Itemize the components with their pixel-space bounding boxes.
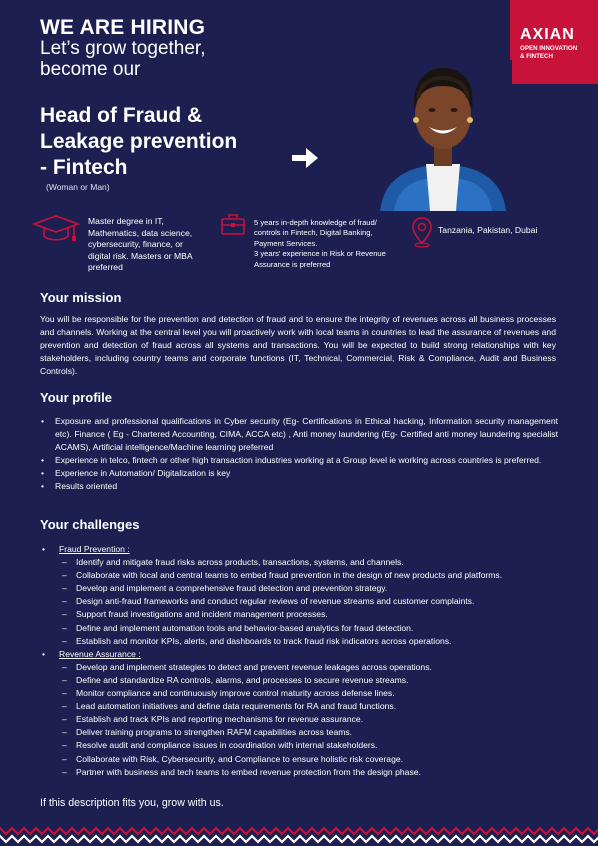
- challenge-group: [40, 648, 558, 779]
- requirement-line: 5 years in-depth knowledge of fraud/: [254, 218, 377, 227]
- requirement-line: Mathematics, data science,: [88, 227, 193, 238]
- challenge-group-title: Revenue Assurance :: [59, 648, 141, 659]
- decorative-pattern-band: [0, 822, 598, 846]
- profile-item: • Exposure and professional qualifications in Cyber security (Eg- Certifications in Ethical hacking, Information security management etc). Finance ( Eg - Chartered Accounting, CIMA, ACCA etc) , Anti money laundering (Eg- Certified anti money laundering specialist ACAMS), Artificial intelligence/Machine learning preferred: [40, 415, 558, 454]
- profile-heading: Your profile: [40, 390, 112, 405]
- challenge-sublist: [59, 661, 558, 779]
- tagline-line: become our: [40, 59, 141, 80]
- requirement-line: preferred: [88, 262, 123, 273]
- challenge-item: – Design anti-fraud frameworks and conduct regular reviews of revenue streams and customer complaints.: [59, 595, 558, 608]
- experience-requirement: [254, 218, 406, 270]
- challenge-item: – Deliver training programs to strengthen RAFM capabilities across teams.: [59, 726, 558, 739]
- requirement-line: Assurance is preferred: [254, 259, 331, 269]
- profile-item: • Experience in telco, fintech or other high transaction industries working at a Group level ie working across countries is preferred.: [40, 454, 558, 467]
- challenge-item: – Define and standardize RA controls, alarms, and processes to secure revenue streams.: [59, 674, 558, 687]
- requirement-line: cybersecurity, finance, or: [88, 239, 183, 250]
- challenges-heading: Your challenges: [40, 517, 140, 532]
- challenge-group-title: Fraud Prevention :: [59, 544, 130, 554]
- requirement-line: Payment Services.: [254, 238, 318, 248]
- job-title: [40, 103, 270, 181]
- challenge-item: – Collaborate with Risk, Cybersecurity, and Compliance to ensure holistic risk coverage.: [59, 753, 558, 766]
- graduation-cap-icon: [32, 214, 80, 244]
- axian-logo: [510, 0, 598, 84]
- requirement-line: 3 years' experience in Risk or Revenue: [254, 249, 386, 259]
- arrow-right-icon: [290, 144, 320, 172]
- briefcase-icon: [220, 212, 246, 236]
- profile-list: [40, 415, 558, 494]
- challenge-item: – Lead automation initiatives and define data requirements for RA and fraud functions.: [59, 700, 558, 713]
- tagline: [40, 38, 205, 80]
- challenge-item: – Develop and implement strategies to detect and prevent revenue leakages across operations.: [59, 661, 558, 674]
- hiring-heading: WE ARE HIRING: [40, 16, 206, 39]
- challenge-item: – Develop and implement a comprehensive fraud detection and prevention strategy.: [59, 582, 558, 595]
- location-requirement: Tanzania, Pakistan, Dubai: [438, 225, 538, 235]
- challenge-item: – Identify and mitigate fraud risks across products, transactions, systems, and channels.: [59, 556, 558, 569]
- location-pin-icon: [410, 216, 434, 248]
- challenge-item: – Monitor compliance and continuously improve control maturity across defense lines.: [59, 687, 558, 700]
- mission-text: You will be responsible for the prevention and detection of fraud and to ensure the integrity of revenues across all business processes and channels. Working at the central level you will proactively work with local teams in countries to lead the assurance of revenues and prevention and detection of fraud across all systems and transactions. You will be expected to build strong relationships with key stakeholders, including country teams and corporate functions (IT, Technical, Commercial, Risk & Compliance, Audit and Business Controls).: [40, 314, 556, 377]
- challenge-item: – Partner with business and tech teams to embed revenue protection from the design phase.: [59, 766, 558, 779]
- logo-wordmark: AXIAN: [520, 26, 575, 43]
- tagline-line: Let’s grow together,: [40, 38, 206, 59]
- requirement-line: Master degree in IT,: [88, 216, 164, 226]
- candidate-photo: [374, 60, 512, 211]
- challenge-item: – Support fraud investigations and incident management processes.: [59, 608, 558, 621]
- challenge-item: – Establish and track KPIs and reporting mechanisms for revenue assurance.: [59, 713, 558, 726]
- profile-item: • Experience in Automation/ Digitalization is key: [40, 467, 558, 480]
- challenge-sublist: [59, 556, 558, 648]
- mission-heading: Your mission: [40, 290, 122, 305]
- challenge-item: – Establish and monitor KPIs, alerts, and dashboards to track fraud risk indicators across operations.: [59, 635, 558, 648]
- requirement-line: controls in Fintech, Digital Banking,: [254, 228, 373, 238]
- challenges-list: [40, 543, 558, 779]
- job-title-line: Leakage prevention: [40, 130, 238, 153]
- logo-subtitle-line: OPEN INNOVATION: [520, 45, 578, 52]
- challenge-item: – Resolve audit and compliance issues in coordination with internal stakeholders.: [59, 739, 558, 752]
- profile-item: • Results oriented: [40, 480, 558, 493]
- challenge-item: – Collaborate with local and central teams to embed fraud prevention in the design of new products and platforms.: [59, 569, 558, 582]
- job-title-line: - Fintech: [40, 156, 128, 179]
- logo-subtitle: [520, 45, 596, 61]
- requirement-line: digital risk. Masters or MBA: [88, 250, 193, 261]
- closing-text: If this description fits you, grow with us.: [40, 797, 224, 809]
- job-title-line: Head of Fraud &: [40, 104, 203, 127]
- challenge-item: – Define and implement automation tools and behavior-based analytics for fraud detection.: [59, 622, 558, 635]
- logo-subtitle-line: & FINTECH: [520, 53, 553, 60]
- gender-note: (Woman or Man): [46, 182, 110, 192]
- challenge-group: [40, 543, 558, 648]
- education-requirement: [88, 216, 210, 274]
